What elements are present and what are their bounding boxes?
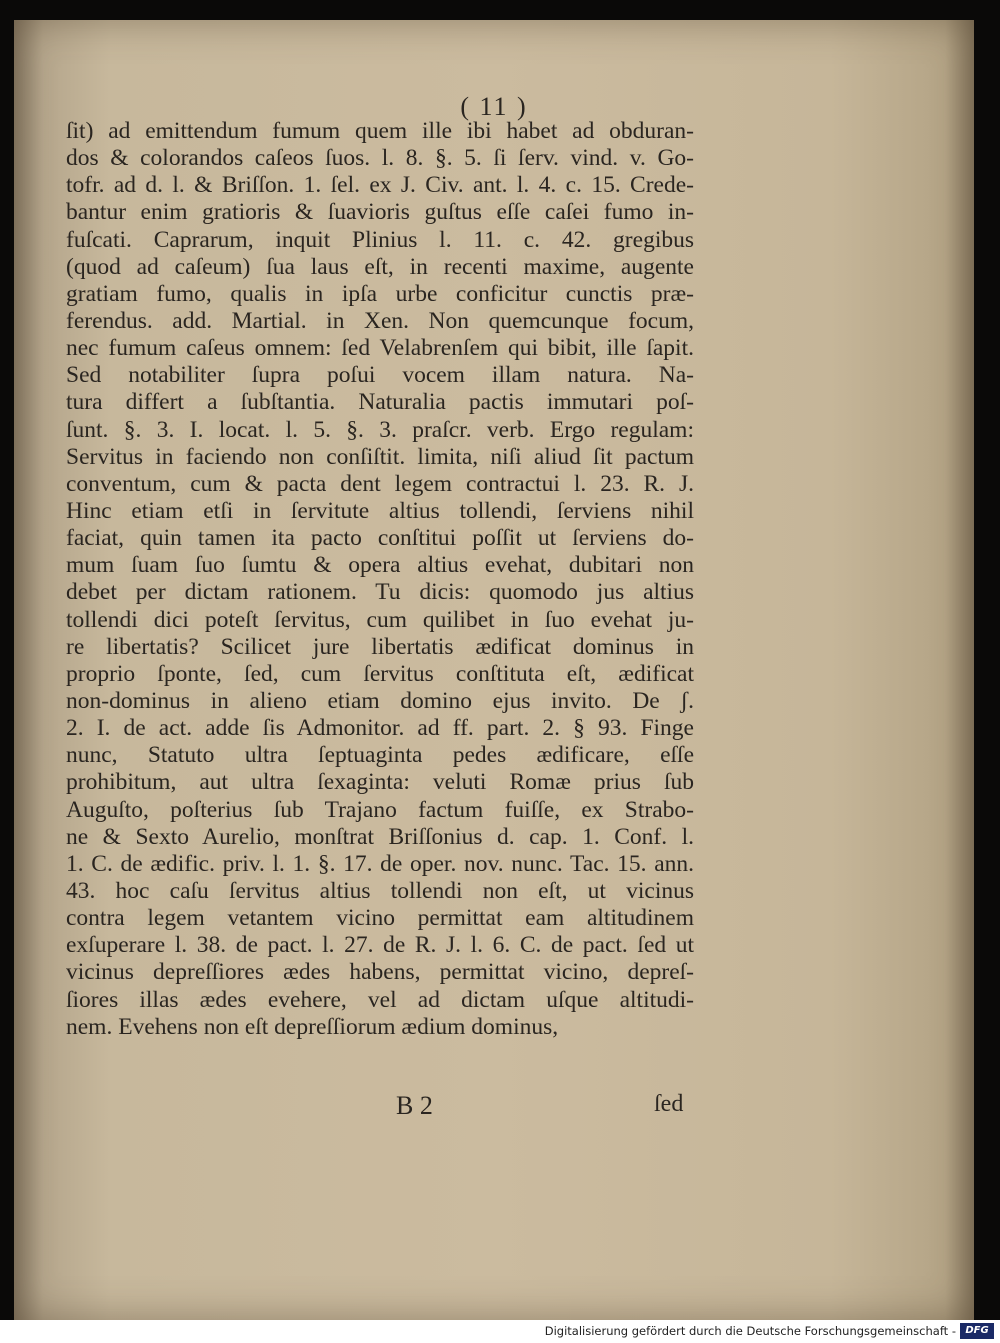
text-line: re libertatis? Scilicet jure libertatis ædificat dominus in <box>66 633 694 660</box>
text-line: 1. C. de ædific. priv. l. 1. §. 17. de oper. nov. nunc. Tac. 15. ann. <box>66 850 694 877</box>
text-line: gratiam fumo, qualis in ipſa urbe conficitur cunctis præ- <box>66 280 694 307</box>
text-line: faciat, quin tamen ita pacto conſtitui poſſit ut ſerviens do- <box>66 525 694 552</box>
text-line: debet per dictam rationem. Tu dicis: quomodo jus altius <box>66 579 694 606</box>
text-line: prohibitum, aut ultra ſexaginta: veluti Romæ prius ſub <box>66 769 694 796</box>
text-line: Sed notabiliter ſupra poſui vocem illam natura. Na- <box>66 362 694 389</box>
page-number: ( 11 ) <box>460 92 528 121</box>
text-line: mum ſuam ſuo ſumtu & opera altius evehat, dubitari non <box>66 552 694 579</box>
text-line: tura differt a ſubſtantia. Naturalia pactis immutari poſ- <box>66 389 694 416</box>
text-line: 2. I. de act. adde ſis Admonitor. ad ff. part. 2. § 93. Finge <box>66 715 694 742</box>
text-line: ferendus. add. Martial. in Xen. Non quemcunque focum, <box>66 307 694 334</box>
text-line: dos & colorandos caſeos ſuos. l. 8. §. 5. ſi ſerv. vind. v. Go- <box>66 145 694 172</box>
text-line: exſuperare l. 38. de pact. l. 27. de R. J. l. 6. C. de pact. ſed ut <box>66 932 694 959</box>
text-line: non-dominus in alieno etiam domino ejus invito. De ʃ. <box>66 687 694 714</box>
footer-bar <box>0 1320 1000 1343</box>
text-line: vicinus depreſſiores ædes habens, permittat vicino, depreſ- <box>66 959 694 986</box>
text-line: ne & Sexto Aurelio, monſtrat Briſſonius d. cap. 1. Conf. l. <box>66 823 694 850</box>
signature-mark: B 2 <box>396 1091 433 1120</box>
text-line: (quod ad caſeum) ſua laus eſt, in recenti maxime, augente <box>66 253 694 280</box>
text-line: Auguſto, poſterius ſub Trajano factum fuiſſe, ex Strabo- <box>66 796 694 823</box>
book-page <box>14 20 974 1320</box>
text-line: Hinc etiam etſi in ſervitute altius tollendi, ſerviens nihil <box>66 497 694 524</box>
text-line: fuſcati. Caprarum, inquit Plinius l. 11. c. 42. gregibus <box>66 226 694 253</box>
text-line: ſiores illas ædes evehere, vel ad dictam uſque altitudi- <box>66 986 694 1013</box>
text-line: 43. hoc caſu ſervitus altius tollendi non eſt, ut vicinus <box>66 877 694 904</box>
text-line: nem. Evehens non eſt depreſſiorum ædium dominus, <box>66 1013 559 1040</box>
catchword: ſed <box>654 1091 684 1117</box>
text-line: ſit) ad emittendum fumum quem ille ibi habet ad obduran- <box>66 118 694 144</box>
text-line: tofr. ad d. l. & Briſſon. 1. ſel. ex J. Civ. ant. l. 4. c. 15. Crede- <box>66 172 694 199</box>
text-line: conventum, cum & pacta dent legem contractui l. 23. R. J. <box>66 470 694 497</box>
footer-credit: Digitalisierung gefördert durch die Deutsche Forschungsgemeinschaft - <box>544 1324 956 1338</box>
text-line: Servitus in faciendo non conſiſtit. limita, niſi aliud ſit pactum <box>66 443 694 470</box>
dfg-logo: DFG <box>960 1323 994 1339</box>
text-line: nec fumum caſeus omnem: ſed Velabrenſem qui bibit, ille ſapit. <box>66 335 694 362</box>
text-line: tollendi dici poteſt ſervitus, cum quilibet in ſuo evehat ju- <box>66 606 694 633</box>
text-line: contra legem vetantem vicino permittat eam altitudinem <box>66 905 694 932</box>
text-line: bantur enim gratioris & ſuavioris guſtus eſſe caſei fumo in- <box>66 199 694 226</box>
text-line: nunc, Statuto ultra ſeptuaginta pedes ædificare, eſſe <box>66 742 694 769</box>
body-text <box>66 118 694 1041</box>
text-line: ſunt. §. 3. I. locat. l. 5. §. 3. praſcr. verb. Ergo regulam: <box>66 416 694 443</box>
text-line: proprio ſponte, ſed, cum ſervitus conſtituta eſt, ædificat <box>66 660 694 687</box>
